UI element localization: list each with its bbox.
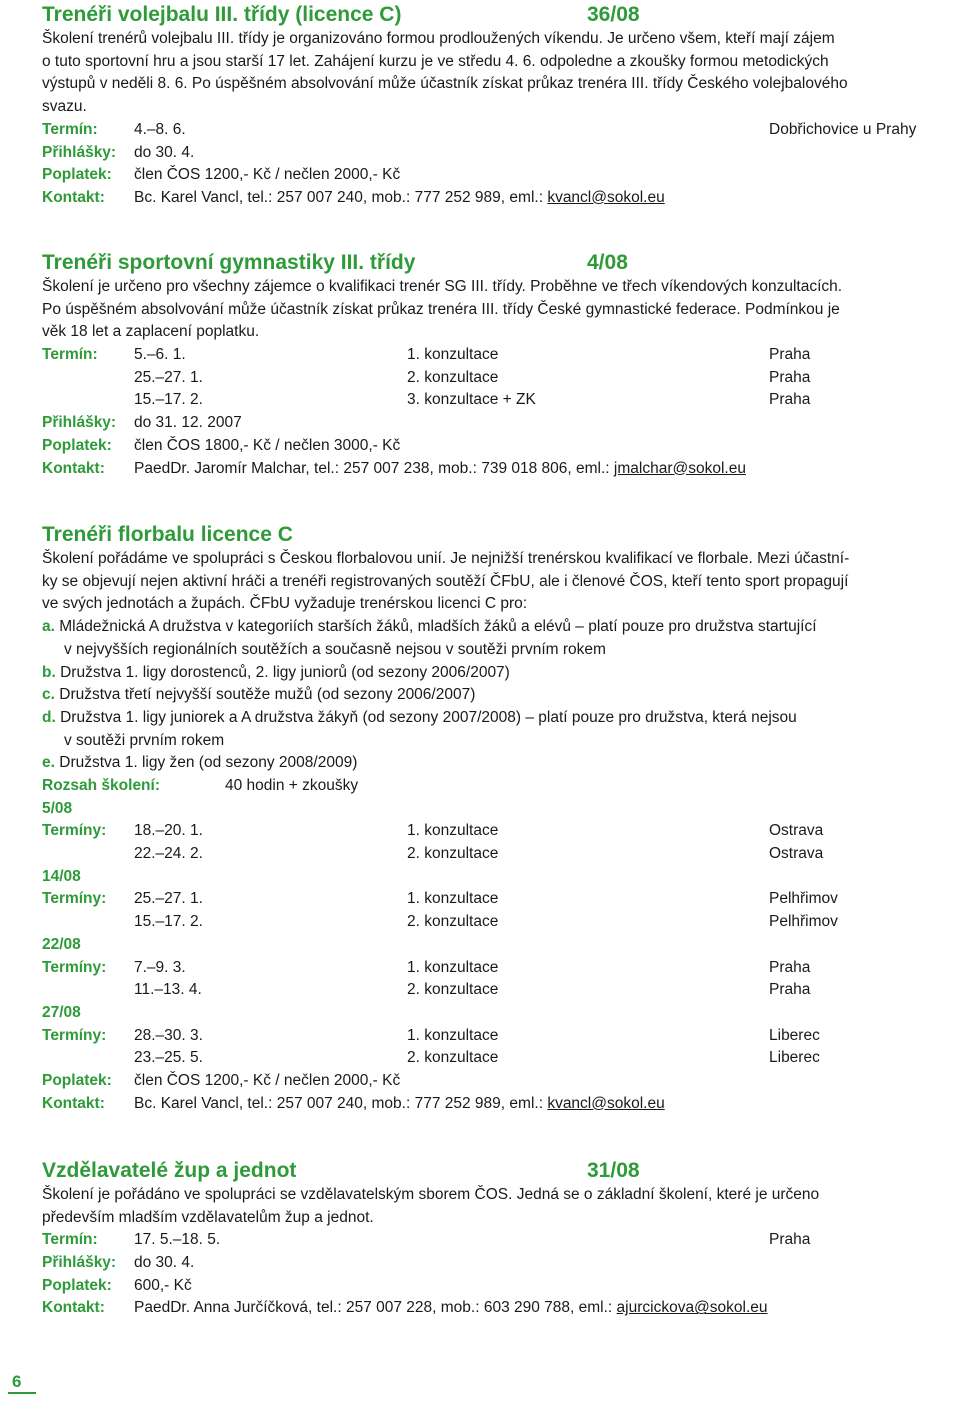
email-link[interactable]: kvancl@sokol.eu — [547, 188, 665, 206]
schedule-row: 23.–25. 5. 2. konzultace Liberec — [134, 1049, 820, 1067]
list-item: b. Družstva 1. ligy dorostenců, 2. ligy juniorů (od sezony 2006/2007) — [42, 663, 510, 681]
email-link[interactable]: jmalchar@sokol.eu — [613, 459, 746, 477]
section-description: Školení pořádáme ve spolupráci s Českou florbalovou unií. Je nejnižší trenérskou kvalifikací ve florbale. Mezi účastní- ky se objevují nejen aktivní hráči a trenéři registrovaných soutěží ČFbU, ale i členové ČOS, kteří tento sport propagují ve svých jednotách a župách. ČFbU vyžaduje trenérskou licenci C pro: — [42, 550, 850, 613]
course-code: 31/08 — [587, 1159, 640, 1182]
poplatek-row: Poplatek: člen ČOS 1800,- Kč / nečlen 3000,- Kč — [42, 436, 401, 454]
prihlasky-row: Přihlášky: do 31. 12. 2007 — [42, 414, 242, 432]
page-number: 6 — [12, 1372, 22, 1391]
schedule-row: Termín: 5.–6. 1. 1. konzultace Praha — [42, 346, 811, 364]
kontakt-row: Kontakt: Bc. Karel Vancl, tel.: 257 007 240, mob.: 777 252 989, eml.: kvancl@sokol.eu — [42, 188, 665, 206]
schedule-row: Termíny: 28.–30. 3. 1. konzultace Liberec — [42, 1026, 820, 1044]
section-description: Školení je určeno pro všechny zájemce o kvalifikaci trenér SG III. třídy. Proběhne ve třech víkendových konzultacích. Po úspěšném absolvování může účastník získat průkaz trenéra III. třídy České gymnastické federace. Podmínkou je věk 18 let a zaplacení poplatku. — [42, 278, 843, 341]
poplatek-row: Poplatek: člen ČOS 1200,- Kč / nečlen 2000,- Kč — [42, 1071, 401, 1089]
schedule-row: 22.–24. 2. 2. konzultace Ostrava — [134, 845, 824, 863]
list-item: d. Družstva 1. ligy juniorek a A družstva žákyň (od sezony 2007/2008) – platí pouze pro družstva, která nejsou — [42, 708, 797, 726]
kontakt-row: Kontakt: PaedDr. Anna Jurčíčková, tel.: 257 007 228, mob.: 603 290 788, eml.: ajurcickova@sokol.eu — [42, 1299, 768, 1317]
schedule-row: 15.–17. 2. 2. konzultace Pelhřimov — [134, 913, 838, 931]
list-item: c. Družstva třetí nejvyšší soutěže mužů (od sezony 2006/2007) — [42, 686, 476, 704]
section-floorball — [42, 522, 960, 1115]
prihlasky-row: Přihlášky: do 30. 4. — [42, 1254, 195, 1272]
course-code: 22/08 — [42, 935, 81, 953]
section-title: Trenéři florbalu licence C — [42, 523, 293, 546]
page-number-underline — [8, 1392, 36, 1394]
schedule-row: Termíny: 18.–20. 1. 1. konzultace Ostrava — [42, 822, 824, 840]
section-title: Trenéři volejbalu III. třídy (licence C) 36/08 — [42, 3, 640, 26]
termin-row: Termín: 17. 5.–18. 5. Praha — [42, 1231, 811, 1249]
section-title: Trenéři sportovní gymnastiky III. třídy 4/08 — [42, 251, 628, 274]
schedule-row: Termíny: 25.–27. 1. 1. konzultace Pelhřimov — [42, 890, 838, 908]
schedule-row: 11.–13. 4. 2. konzultace Praha — [134, 981, 811, 999]
schedule-row: 15.–17. 2. 3. konzultace + ZK Praha — [134, 391, 811, 409]
schedule-row: 25.–27. 1. 2. konzultace Praha — [134, 368, 811, 386]
list-item: e. Družstva 1. ligy žen (od sezony 2008/2009) — [42, 754, 358, 772]
section-gymnastics — [42, 250, 960, 480]
course-code: 27/08 — [42, 1003, 81, 1021]
list-item: a. Mládežnická A družstva v kategoriích starších žáků, mladších žáků a elévů – platí pouze pro družstva startující — [42, 618, 817, 636]
section-description: Školení trenérů volejbalu III. třídy je organizováno formou prodloužených víkendu. Je určeno všem, kteří mají zájem o tuto sportovní hru a jsou starší 17 let. Zahájení kurzu je ve středu 4. 6. odpoledne a zkoušky formou metodických výstupů v neděli 8. 6. Po úspěšném absolvování může účastník získat průkaz trenéra III. třídy Českého volejbalového svazu. — [42, 30, 848, 116]
requirement-list: a. Mládežnická A družstva v kategoriích starších žáků, mladších žáků a elévů – platí pouze pro družstva startující v nejvyšších regionálních soutěžích a současně nejsou v soutěži prvním rokem b. Družstva 1. ligy dorostenců, 2. ligy juniorů (od sezony 2006/2007) c. Družstva třetí nejvyšší soutěže mužů (od sezony 2006/2007) d. Družstva 1. ligy juniorek a A družstva žákyň (od sezony 2007/2008) – platí pouze pro družstva, která nejsou v soutěži prvním rokem e. Družstva 1. ligy žen (od sezony 2008/2009) — [42, 616, 960, 775]
course-code: 5/08 — [42, 799, 73, 817]
rozsah-row: Rozsah školení: 40 hodin + zkoušky — [42, 777, 359, 795]
kontakt-row: Kontakt: PaedDr. Jaromír Malchar, tel.: 257 007 238, mob.: 739 018 806, eml.: jmalchar@sokol.eu — [42, 459, 746, 477]
prihlasky-row: Přihlášky: do 30. 4. — [42, 143, 195, 161]
email-link[interactable]: ajurcickova@sokol.eu — [616, 1299, 768, 1317]
poplatek-row: Poplatek: člen ČOS 1200,- Kč / nečlen 2000,- Kč — [42, 166, 401, 184]
schedule-row: Termíny: 7.–9. 3. 1. konzultace Praha — [42, 958, 811, 976]
course-code: 4/08 — [587, 251, 628, 274]
kontakt-row: Kontakt: Bc. Karel Vancl, tel.: 257 007 240, mob.: 777 252 989, eml.: kvancl@sokol.eu — [42, 1094, 665, 1112]
poplatek-row: Poplatek: 600,- Kč — [42, 1276, 192, 1294]
section-title: Vzdělavatelé žup a jednot 31/08 — [42, 1159, 640, 1182]
termin-row: Termín: 4.–8. 6. Dobřichovice u Prahy — [42, 120, 917, 138]
email-link[interactable]: kvancl@sokol.eu — [547, 1094, 665, 1112]
course-code: 14/08 — [42, 867, 81, 885]
section-volleyball — [42, 2, 960, 210]
course-code: 36/08 — [587, 3, 640, 26]
section-educators — [42, 1158, 960, 1320]
section-description: Školení je pořádáno ve spolupráci se vzdělavatelským sborem ČOS. Jedná se o základní školení, které je určeno především mladším vzdělavatelům žup a jednot. — [42, 1186, 820, 1226]
